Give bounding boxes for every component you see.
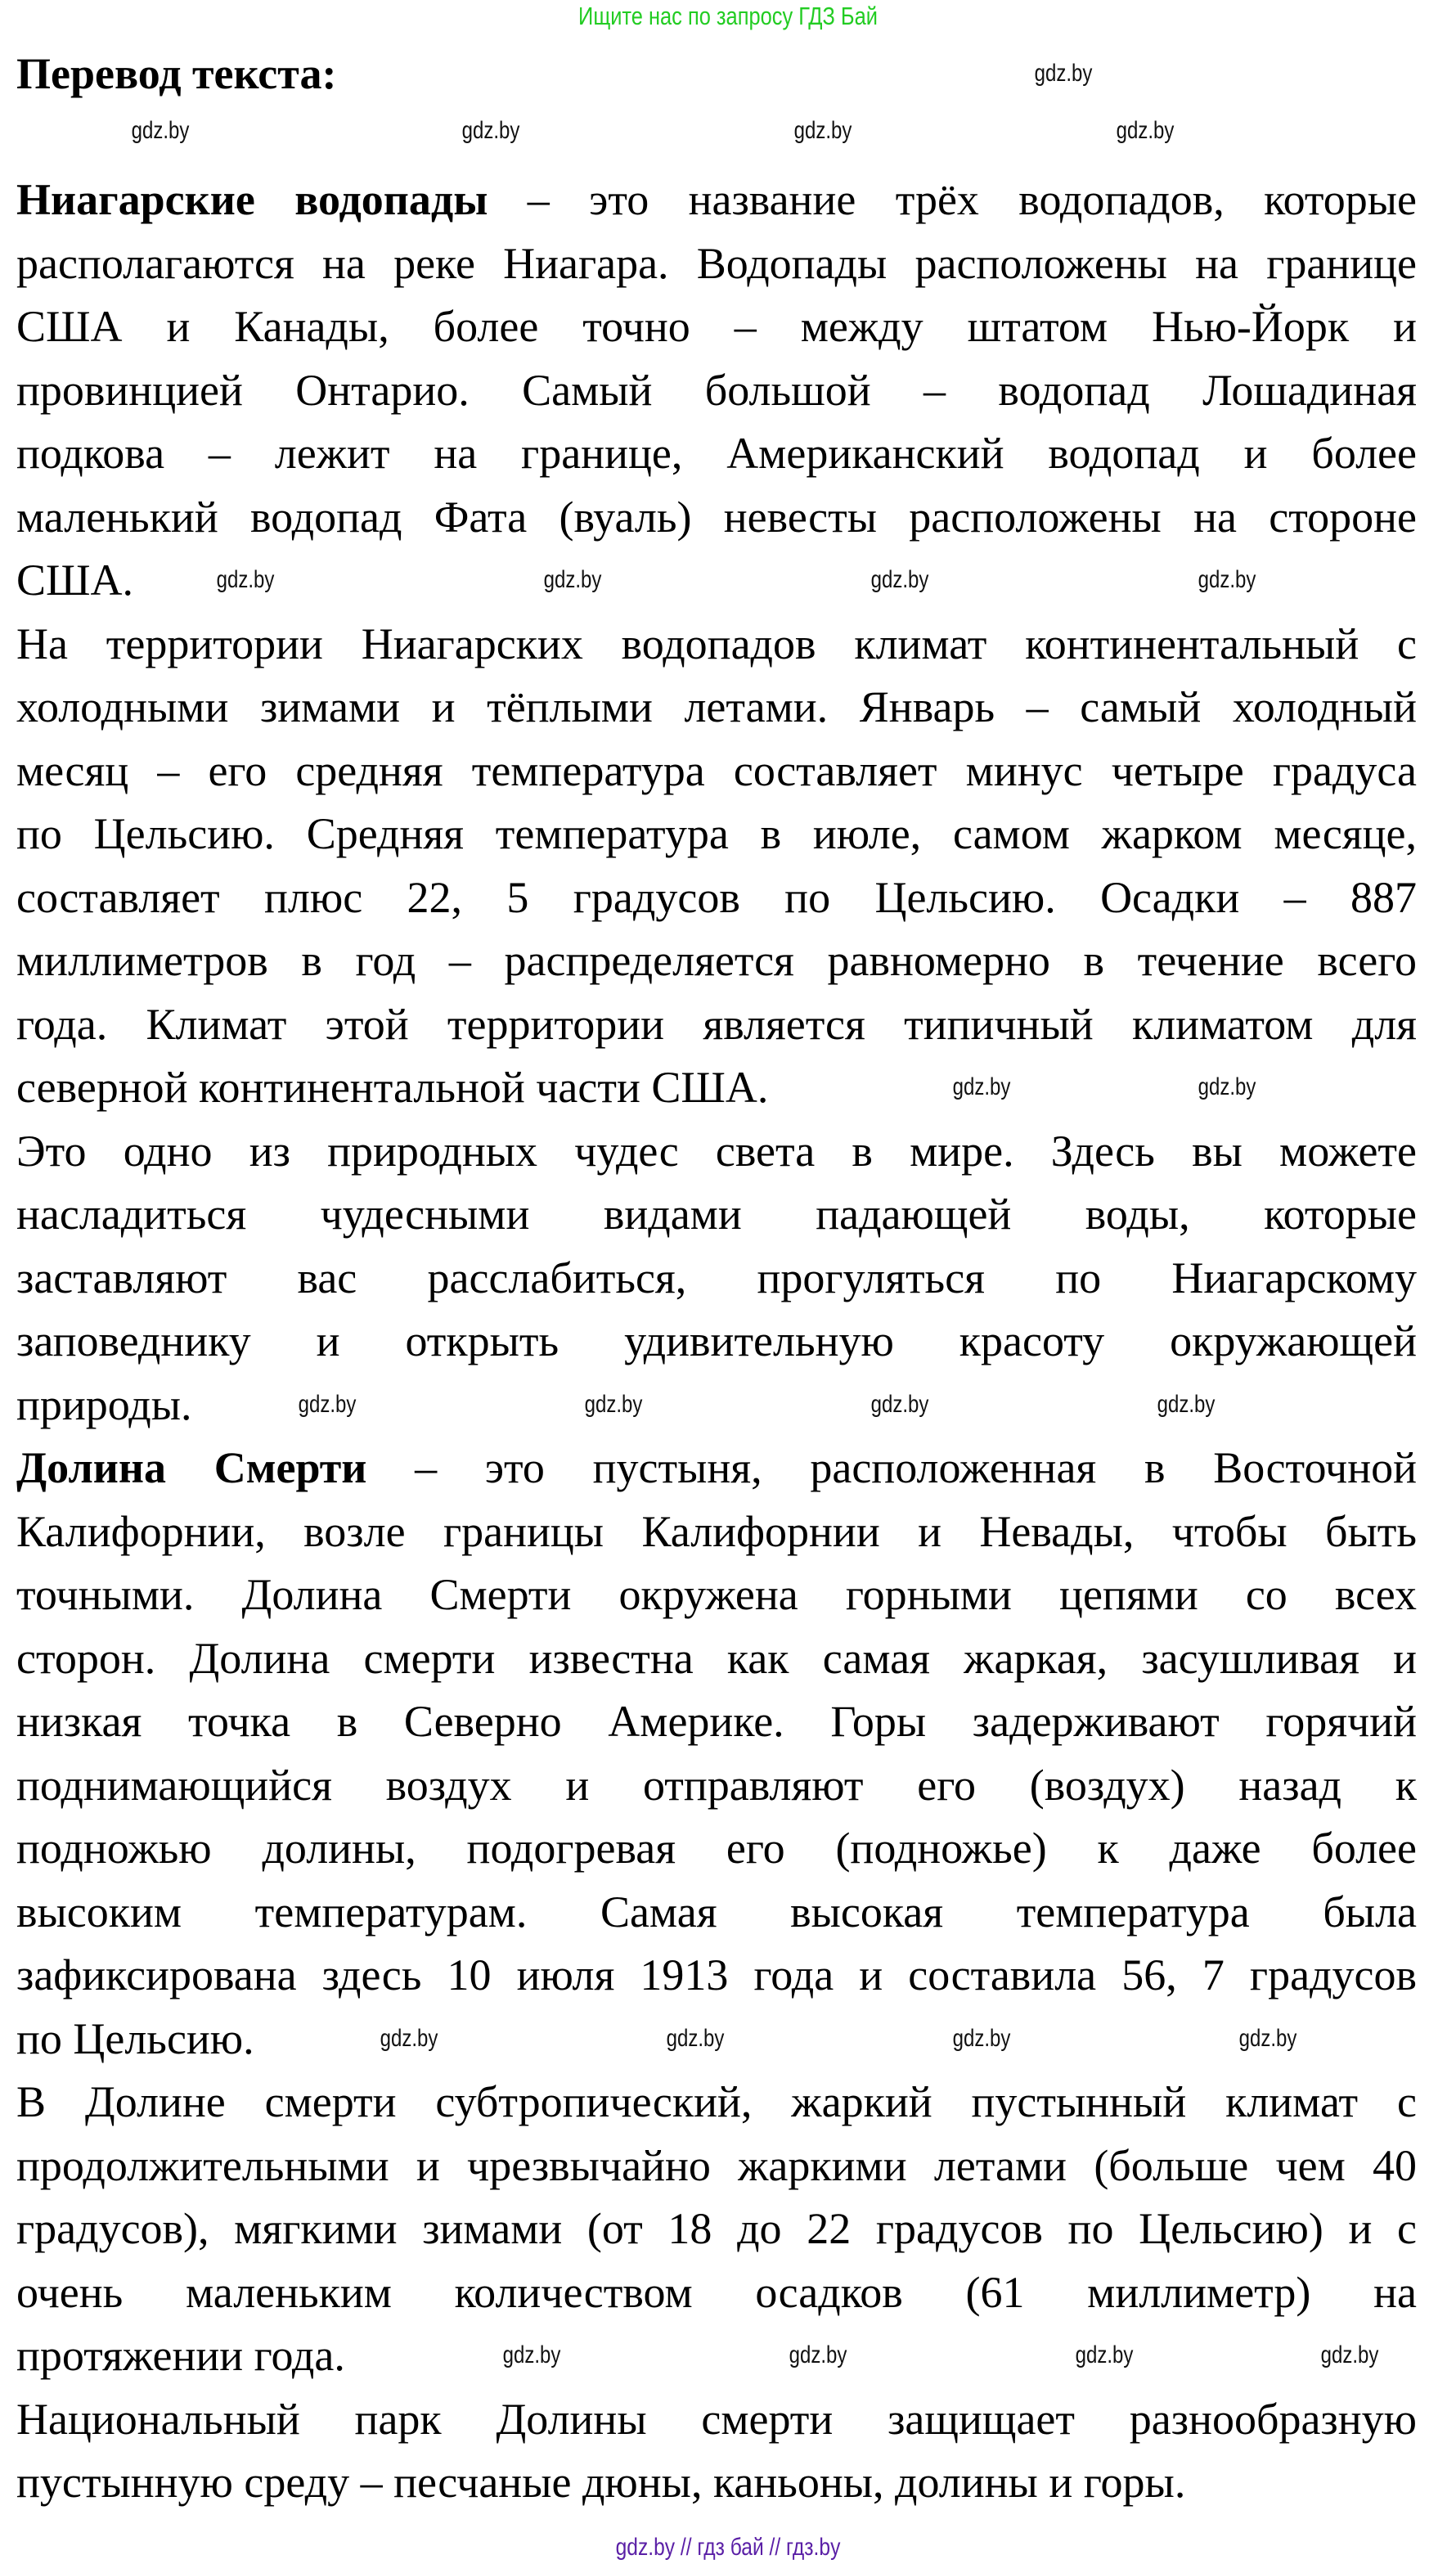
watermark-text: gdz.by xyxy=(870,1390,929,1418)
line-text: северной континентальной части США. xyxy=(16,1063,769,1112)
line-text: США. xyxy=(16,556,133,605)
line-text: миллиметров в год – распределяется равномерно в течение всего xyxy=(16,936,1417,985)
text-line xyxy=(16,1883,1417,1941)
watermark-text: gdz.by xyxy=(1320,2341,1379,2368)
watermark-text: gdz.by xyxy=(789,2341,847,2368)
line-text: сторон. Долина смерти известна как самая жаркая, засушливая и xyxy=(16,1633,1417,1683)
line-text: – это название трёх водопадов, которые xyxy=(488,175,1417,224)
text-line xyxy=(16,1693,1417,1750)
line-text: располагаются на реке Ниагара. Водопады расположены на границе xyxy=(16,238,1417,288)
watermark-text: gdz.by xyxy=(1198,566,1256,593)
text-line xyxy=(16,1566,1417,1623)
watermark-text: gdz.by xyxy=(1238,2024,1297,2052)
text-line xyxy=(16,996,1417,1053)
line-text: США и Канады, более точно – между штатом Нью-Йорк и xyxy=(16,302,1417,351)
text-line xyxy=(16,2264,1417,2321)
text-line xyxy=(16,869,1417,926)
search-hint-banner: Ищите нас по запросу ГДЗ Бай xyxy=(578,2,878,30)
line-text: поднимающийся воздух и отправляют его (воздух) назад к xyxy=(16,1760,1417,1810)
line-text: точными. Долина Смерти окружена горными цепями со всех xyxy=(16,1570,1417,1619)
watermark-text: gdz.by xyxy=(1198,1073,1256,1100)
line-text: – это пустыня, расположенная в Восточной xyxy=(366,1443,1417,1492)
line-text: насладиться чудесными видами падающей воды, которые xyxy=(16,1190,1417,1239)
watermark-text: gdz.by xyxy=(870,566,929,593)
line-text: провинцией Онтарио. Самый большой – водопад Лошадиная xyxy=(16,365,1417,415)
watermark-text: gdz.by xyxy=(952,1073,1011,1100)
watermark-text: gdz.by xyxy=(298,1390,357,1418)
text-line xyxy=(16,1185,1417,1243)
watermark-text: gdz.by xyxy=(543,566,602,593)
watermark-text: gdz.by xyxy=(131,117,190,144)
text-line xyxy=(16,1946,1417,2004)
text-line xyxy=(16,2454,1417,2511)
line-text: Калифорнии, возле границы Калифорнии и Невады, чтобы быть xyxy=(16,1506,1417,1556)
line-text: градусов), мягкими зимами (от 18 до 22 градусов по Цельсию) и с xyxy=(16,2204,1417,2253)
text-line xyxy=(16,488,1417,546)
watermark-text: gdz.by xyxy=(1075,2341,1134,2368)
text-line xyxy=(16,2200,1417,2257)
text-line xyxy=(16,1312,1417,1370)
text-line xyxy=(16,298,1417,355)
text-line xyxy=(16,615,1417,672)
line-text: Это одно из природных чудес света в мире. Здесь вы можете xyxy=(16,1126,1417,1176)
text-line xyxy=(16,2137,1417,2194)
line-text: подножью долины, подогревая его (подножье) к даже более xyxy=(16,1824,1417,1873)
watermark-text: gdz.by xyxy=(584,1390,643,1418)
text-line xyxy=(16,235,1417,292)
text-line xyxy=(16,1630,1417,1687)
text-line xyxy=(16,1820,1417,1877)
page-heading xyxy=(16,45,1417,102)
line-text: В Долине смерти субтропический, жаркий пустынный климат с xyxy=(16,2077,1417,2126)
line-text: холодными зимами и тёплыми летами. Январь – самый холодный xyxy=(16,682,1417,731)
term-bold: Долина Смерти xyxy=(16,1443,367,1492)
footer-watermark: gdz.by // гдз бай // гдз.by xyxy=(615,2534,841,2561)
line-text: составляет плюс 22, 5 градусов по Цельсию. Осадки – 887 xyxy=(16,872,1417,922)
text-line xyxy=(16,2391,1417,2448)
line-text: природы. xyxy=(16,1379,192,1429)
watermark-text: gdz.by xyxy=(793,117,852,144)
text-line xyxy=(16,1249,1417,1307)
text-line xyxy=(16,1757,1417,1814)
watermark-text: gdz.by xyxy=(216,566,275,593)
line-text: Национальный парк Долины смерти защищает разнообразную xyxy=(16,2394,1417,2444)
line-text: маленький водопад Фата (вуаль) невесты расположены на стороне xyxy=(16,492,1417,542)
line-text: заставляют вас расслабиться, прогуляться по Ниагарскому xyxy=(16,1253,1417,1302)
line-text: высоким температурам. Самая высокая температура была xyxy=(16,1887,1417,1936)
line-text: очень маленьким количеством осадков (61 миллиметр) на xyxy=(16,2267,1417,2317)
text-line xyxy=(16,171,1417,228)
heading-text: Перевод текста: xyxy=(16,49,337,98)
watermark-text: gdz.by xyxy=(380,2024,438,2052)
text-line xyxy=(16,1122,1417,1180)
line-text: пустынную среду – песчаные дюны, каньоны, долины и горы. xyxy=(16,2458,1186,2507)
watermark-text: gdz.by xyxy=(502,2341,561,2368)
text-line xyxy=(16,932,1417,989)
watermark-text: gdz.by xyxy=(1034,60,1093,87)
line-text: На территории Ниагарских водопадов климат континентальный с xyxy=(16,619,1417,668)
text-line xyxy=(16,1503,1417,1560)
line-text: зафиксирована здесь 10 июля 1913 года и составила 56, 7 градусов xyxy=(16,1950,1417,1999)
watermark-text: gdz.by xyxy=(952,2024,1011,2052)
text-line xyxy=(16,678,1417,735)
text-line xyxy=(16,2327,1417,2384)
term-bold: Ниагарские водопады xyxy=(16,175,488,224)
line-text: подкова – лежит на границе, Американский водопад и более xyxy=(16,429,1417,478)
line-text: по Цельсию. xyxy=(16,2013,254,2063)
watermark-text: gdz.by xyxy=(666,2024,725,2052)
line-text: по Цельсию. Средняя температура в июле, самом жарком месяце, xyxy=(16,809,1417,858)
line-text: низкая точка в Северно Америке. Горы задерживают горячий xyxy=(16,1697,1417,1746)
text-line xyxy=(16,805,1417,862)
watermark-text: gdz.by xyxy=(461,117,520,144)
line-text: месяц – его средняя температура составляет минус четыре градуса xyxy=(16,745,1417,795)
text-line xyxy=(16,742,1417,799)
watermark-text: gdz.by xyxy=(1116,117,1175,144)
line-text: продолжительными и чрезвычайно жаркими летами (больше чем 40 xyxy=(16,2140,1417,2190)
line-text: протяжении года. xyxy=(16,2331,345,2380)
line-text: года. Климат этой территории является типичный климатом для xyxy=(16,999,1417,1049)
watermark-text: gdz.by xyxy=(1157,1390,1216,1418)
line-text: заповеднику и открыть удивительную красоту окружающей xyxy=(16,1316,1417,1365)
text-line xyxy=(16,362,1417,419)
text-line xyxy=(16,1439,1417,1496)
text-line xyxy=(16,2073,1417,2130)
text-line xyxy=(16,425,1417,482)
